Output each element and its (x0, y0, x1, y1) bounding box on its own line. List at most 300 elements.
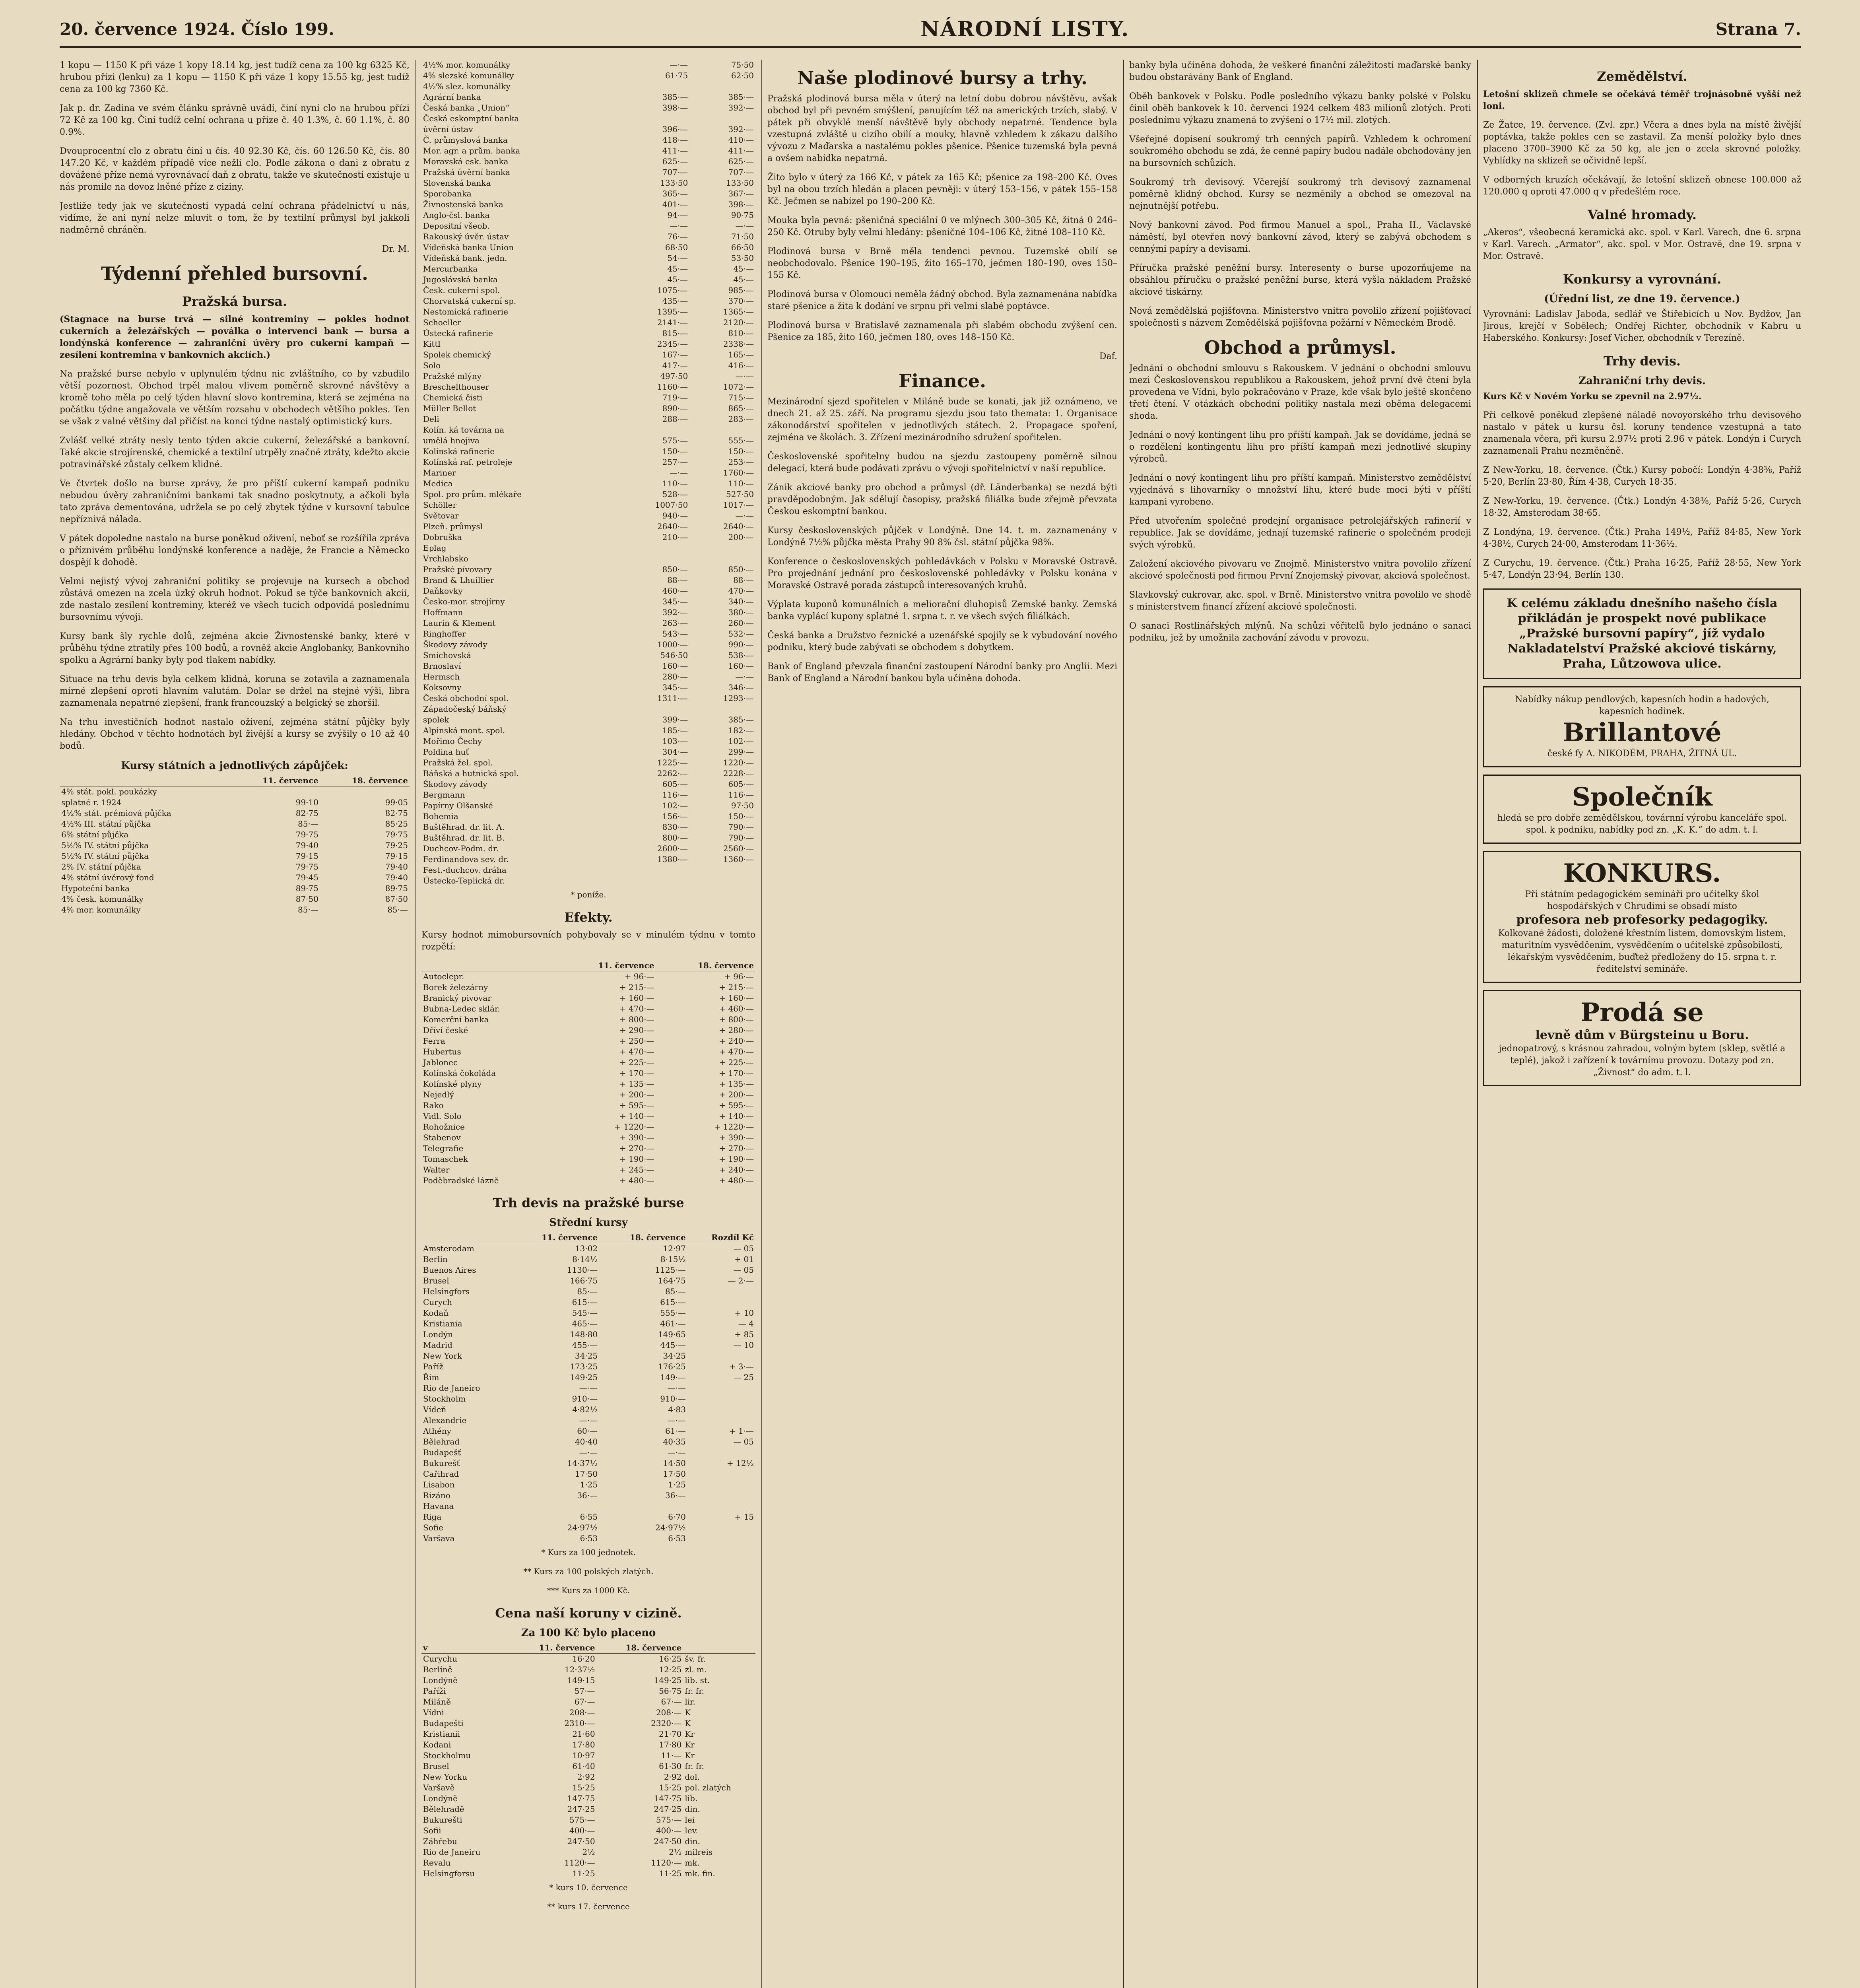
table-cell (689, 865, 755, 876)
paragraph: Plodinová bursa v Olomouci neměla žádný obchod. Byla zaznamenána nabídka staré pšenice a žita k dodání ve srpnu při velmi slabé poptávce. (767, 289, 1117, 311)
table-cell: + 140·— (619, 1111, 654, 1121)
table-cell (687, 1415, 755, 1426)
house-sale-ad (1483, 990, 1801, 1086)
table-cell: Plzeň. průmysl (423, 522, 483, 531)
agriculture-lead: Letošní sklizeň chmele se očekává téměř trojnásobně vyšší než loni. (1483, 89, 1801, 111)
table-row (421, 1836, 755, 1847)
table-cell: 4% slezské komunálky (423, 71, 514, 80)
table-row (421, 1437, 755, 1447)
table-cell: + 225·— (719, 1058, 754, 1067)
table-cell: + 595·— (719, 1101, 754, 1110)
table-cell: —·— (735, 672, 754, 681)
table-cell (320, 786, 410, 798)
table-cell (689, 425, 755, 435)
table-cell: 15·25 (659, 1783, 682, 1792)
table-row (60, 872, 410, 883)
table-cell: Záhřebu (423, 1837, 457, 1846)
prague-bourse-subtitle: Pražská bursa. (182, 294, 287, 309)
paragraph: Kursy bank šly rychle dolů, zejména akcie Živnostenské banky, které v průběhu týdne ztratily přes 100 bodů, a rovněž akcie Anglobanky, Bankovního spolku a Agrární banky byly pod tlakem nabídky. (60, 631, 410, 665)
table-cell: + 270·— (619, 1143, 654, 1153)
table-cell: Vídni (423, 1708, 444, 1717)
table-row (421, 757, 755, 768)
paragraph: Jak p. dr. Zadina ve svém článku správně uvádí, činí nyní clo na hrubou přízi 72 Kč za 100 kg. Činí tudíž celní ochrana u příze č. 40 1.3%, č. 60 1.1%, č. 80 0.9%. (60, 103, 410, 137)
table-cell: 4% mor. komunálky (61, 905, 141, 914)
table-cell: 247·50 (567, 1837, 595, 1846)
table-cell: 2·92 (577, 1772, 595, 1782)
table-cell: 133·50 (660, 178, 688, 188)
table-header (60, 775, 231, 786)
table-cell: 79·40 (385, 873, 408, 882)
table-cell: Sofii (423, 1826, 441, 1835)
ad-headline: Prodá se (1580, 998, 1704, 1027)
table-row (60, 819, 410, 829)
table-cell: 605·— (662, 779, 688, 789)
table-cell: 67·— (661, 1697, 682, 1706)
table-cell: Brand & Lhuillier (423, 575, 494, 585)
agriculture-title: Zemědělství. (1597, 69, 1687, 84)
table-header-row (421, 1232, 755, 1243)
table-cell: Nestomická rafinerie (423, 307, 508, 316)
table-cell: lei (685, 1815, 695, 1825)
table-header-row (421, 1642, 755, 1654)
crown-footnote: * kurs 10. července (549, 1883, 628, 1892)
table-cell: 497·50 (660, 371, 688, 381)
table-cell: 45·— (733, 264, 754, 274)
table-cell: 1225·— (657, 758, 688, 767)
table-row (421, 1276, 755, 1286)
table-cell: 247·25 (654, 1804, 682, 1814)
table-row (421, 1025, 755, 1036)
table-cell: 615·— (572, 1297, 598, 1307)
table-cell: 36·— (665, 1491, 686, 1500)
table-cell (689, 113, 755, 124)
table-cell: 340·— (728, 597, 754, 606)
table-cell: Helsingfors (423, 1287, 470, 1296)
table-row (421, 81, 755, 92)
table-cell: Helsingforsu (423, 1869, 475, 1878)
table-cell: 149·25 (570, 1373, 598, 1382)
table-cell: Kodaň (423, 1308, 449, 1318)
table-cell: Řím (423, 1373, 439, 1382)
crown-subtitle: Za 100 Kč bylo placeno (521, 1627, 656, 1639)
ad-headline: Brillantové (1563, 718, 1722, 747)
table-cell: Jugoslávská banka (423, 275, 498, 284)
masthead-title: NÁRODNÍ LISTY. (920, 17, 1130, 41)
table-row (421, 790, 755, 800)
paragraph: Z Londýna, 19. července. (Čtk.) Praha 149½, Paříž 84·85, New York 4·38½, Curych 24·00, Amsterodam 11·36½. (1483, 527, 1801, 549)
table-cell: 1000·— (657, 640, 688, 649)
table-row (421, 1089, 755, 1100)
table-cell: —·— (579, 1415, 598, 1425)
table-row (421, 511, 755, 521)
table-row (421, 1847, 755, 1858)
table-cell: Spolek chemický (423, 350, 491, 359)
table-cell: + 1220·— (614, 1122, 654, 1132)
table-cell: Bergmann (423, 790, 465, 800)
table-row (421, 1318, 755, 1329)
table-row (421, 1351, 755, 1361)
table-row (421, 1361, 755, 1372)
table-cell: 1120·— (651, 1858, 682, 1868)
table-row (421, 629, 755, 639)
table-row (421, 210, 755, 221)
table-cell: Rako (423, 1101, 444, 1110)
paragraph: Oběh bankovek v Polsku. Podle posledního výkazu banky polské v Polsku činil oběh bankovek k 10. červenci 1924 celkem 483 milionů zlotých. Proti poslednímu výkazu znamená to zvýšení o 17½ mil. zlotých. (1129, 91, 1471, 125)
table-cell: 810·— (728, 328, 754, 338)
table-cell: Kr (685, 1751, 695, 1760)
table-cell: 1·25 (580, 1480, 598, 1489)
table-cell: 10·97 (572, 1751, 595, 1760)
table-cell: 150·— (728, 447, 754, 456)
devis-subtitle: Střední kursy (549, 1217, 628, 1229)
table-cell: 79·75 (295, 862, 318, 872)
devis-market-title: Trh devis na pražské burse (493, 1195, 684, 1210)
table-cell: 2141·— (657, 318, 688, 327)
table-row (421, 596, 755, 607)
table-cell: + 250·— (619, 1036, 654, 1046)
paragraph: Soukromý trh devisový. Včerejší soukromý trh devisový zaznamenal poměrně klidný obchod. Kursy se nezměnily a obchod se omezoval na nejnutnější potřebu. (1129, 177, 1471, 211)
table-cell: Chorvatská cukerní sp. (423, 296, 516, 306)
table-cell: 1120·— (564, 1858, 595, 1868)
table-cell: lir. (685, 1697, 695, 1706)
table-cell: 149·25 (654, 1675, 682, 1685)
paragraph: Jednání o obchodní smlouvu s Rakouskem. V jednání o obchodní smlouvu mezi Československou republikou a Rakouskem, jehož první dvě čtení byla provedena ve Vídni, bylo pokračováno v Praze, kde však bylo ještě skončeno třetí čtení. V otázkách obchodní politiky nastala mezi oběma delegacemi shoda. (1129, 363, 1471, 421)
table-cell: 116·— (728, 790, 754, 800)
table-row (421, 661, 755, 672)
table-cell (619, 425, 689, 435)
table-cell: 45·— (667, 275, 688, 284)
table-cell: + 96·— (624, 972, 654, 981)
table-cell: 2310·— (564, 1718, 595, 1728)
column-4 (1129, 60, 1471, 1988)
table-cell: 4·82½ (572, 1405, 598, 1414)
table-cell: 40·35 (663, 1437, 686, 1446)
table-cell: 299·— (728, 747, 754, 757)
table-cell: 460·— (662, 586, 688, 596)
table-cell: 416·— (728, 361, 754, 370)
table-cell: 164·75 (658, 1276, 686, 1285)
table-row (421, 1100, 755, 1111)
table-cell: — 4 (738, 1319, 754, 1328)
table-cell: 148·80 (570, 1330, 598, 1339)
paragraph: Dvouprocentní clo z obratu činí u čís. 40 92.30 Kč, čís. 60 126.50 Kč, čís. 80 147.20 Kč, v každém případě více nežli clo. Podle zákona o dani z obratu z dovážené příze nemá vyrovnávací daň z obratu, takže ve skutečnosti existuje u nás promile na dovoz lněné příze z ciziny. (60, 146, 410, 192)
notice-line: K celému základu dnešního našeho čísla přikládán je prospekt nové publikace (1507, 596, 1778, 625)
table-cell: 210·— (662, 532, 688, 542)
table-cell: 1311·— (657, 693, 688, 703)
table-row (421, 156, 755, 167)
table-cell: 17·50 (575, 1469, 598, 1479)
table-cell: 79·40 (385, 862, 408, 872)
table-row (421, 1858, 755, 1868)
table-cell: 418·— (662, 135, 688, 145)
paragraph: Konference o československých pohledávkách v Polsku v Moravské Ostravě. Pro projednání jednání pro československé pohledávky v Polsku konána v Moravské Ostravě porada zástupců interesovaných kruhů. (767, 557, 1117, 590)
notice-line: „Pražské bursovní papíry“, jíž vydalo Nakladatelství Pražské akciové tiskárny, Praha, Lůtzowova ulice. (1507, 627, 1777, 671)
table-cell: + 215·— (719, 982, 754, 992)
table-cell: 1160·— (657, 382, 688, 392)
table-cell: 575·— (656, 1815, 682, 1825)
table-row (421, 1825, 755, 1836)
table-row (421, 1057, 755, 1068)
table-cell: fr. fr. (685, 1761, 704, 1771)
table-cell: 79·75 (385, 830, 408, 839)
column-5 (1483, 60, 1801, 1988)
table-cell: 79·25 (385, 841, 408, 850)
table-cell: 2½ (582, 1847, 595, 1857)
table-cell: 719·— (662, 393, 688, 402)
table-cell: Dříví české (423, 1025, 468, 1035)
table-row (421, 349, 755, 360)
paragraph: Bank of England převzala finanční zastoupení Národní banky pro Anglii. Mezi Bank of England a Národní bankou byla učiněna dohoda. (767, 662, 1117, 683)
stocks-footnote: * poníže. (571, 890, 606, 899)
column-1 (60, 60, 410, 1988)
loans-table (60, 775, 410, 915)
table-cell: 2320·— (651, 1718, 682, 1728)
table-cell: 990·— (728, 640, 754, 649)
devis-table (421, 1232, 755, 1544)
table-cell: Dobruška (423, 532, 462, 542)
table-cell (687, 1383, 755, 1394)
table-cell: 8·15½ (660, 1254, 686, 1264)
table-cell: 149·65 (658, 1330, 686, 1339)
table-row (421, 468, 755, 478)
table-cell: Hypoteční banka (61, 883, 130, 893)
table-row (421, 317, 755, 328)
table-cell: 15·25 (572, 1783, 595, 1792)
paragraph: V odborných kruzích očekávají, že letošní sklizeň obnese 100.000 až 120.000 q oproti 47.000 q v předešlém roce. (1483, 175, 1801, 197)
table-row (421, 296, 755, 307)
table-cell: K (685, 1718, 691, 1728)
table-row (60, 808, 410, 819)
table-row (421, 478, 755, 489)
table-cell (689, 704, 755, 714)
table-row (421, 1740, 755, 1750)
table-cell: —·— (669, 468, 688, 478)
table-header: Rozdíl Kč (687, 1232, 755, 1243)
table-cell: 625·— (728, 157, 754, 166)
crown-footnote: ** kurs 17. července (547, 1902, 630, 1911)
table-cell: Deli (423, 414, 439, 424)
table-cell: Papírny Olšanské (423, 801, 493, 810)
table-cell: 79·75 (295, 830, 318, 839)
table-cell: Buštěhrad. dr. lit. B. (423, 833, 505, 843)
table-cell: 790·— (728, 833, 754, 843)
table-row (421, 103, 755, 113)
table-row (421, 371, 755, 382)
table-cell: Medica (423, 479, 453, 488)
loans-table-title: Kursy státních a jednotlivých zápůjček: (121, 760, 348, 772)
table-row (421, 971, 755, 982)
table-cell: lev. (685, 1826, 698, 1835)
table-cell: Curychu (423, 1654, 458, 1664)
article-lead: (Stagnace na burse trvá — silné kontreminy — pokles hodnot cukerních a železářských — poválka o intervenci bank — bursa a londýnská konference — zahraniční úvěry pro cukerní kampaň — zesílení kontremina v bankovních akciích.) (60, 314, 410, 360)
table-cell: 263·— (662, 618, 688, 628)
table-cell: 17·80 (659, 1740, 682, 1749)
table-cell: + 1·— (729, 1426, 754, 1436)
finance-title: Finance. (898, 370, 986, 392)
table-row (60, 862, 410, 872)
table-cell: Kolínské plyny (423, 1079, 482, 1089)
column-rule (1123, 60, 1124, 1988)
paragraph: Zvlášť velké ztráty nesly tento týden akcie cukerní, železářské a bankovní. Také akcie strojírenské, chemické a textilní utrpěly značné ztráty, kdežto akcie potravinářské zůstaly celkem klidné. (60, 436, 410, 470)
table-row (421, 768, 755, 779)
table-row (421, 1372, 755, 1383)
table-cell: 1072·— (723, 382, 754, 392)
table-row (421, 414, 755, 425)
paragraph: Z Curychu, 19. července. (Čtk.) Praha 16·25, Paříž 28·55, New York 5·47, Londýn 23·94, Berlín 130. (1483, 558, 1801, 580)
table-cell: 11·25 (572, 1869, 595, 1878)
table-cell: 85·— (298, 905, 318, 914)
table-row (421, 618, 755, 629)
table-cell: Miláně (423, 1697, 451, 1706)
effects-title: Efekty. (564, 910, 613, 925)
table-cell: Kolínská rafinerie (423, 447, 495, 456)
table-cell: 176·25 (658, 1362, 686, 1371)
table-cell: + 190·— (619, 1154, 654, 1164)
table-cell: + 10 (734, 1308, 754, 1318)
table-cell: 79·45 (295, 873, 318, 882)
table-cell: Sofie (423, 1523, 443, 1532)
column-rule (761, 60, 762, 1988)
table-cell: 40·40 (575, 1437, 598, 1446)
table-cell: 392·— (728, 103, 754, 113)
table-row (421, 253, 755, 264)
table-cell: Paříž (423, 1362, 443, 1371)
devis-footnote: *** Kurs za 1000 Kč. (547, 1586, 630, 1595)
paragraph: Založení akciového pivovaru ve Znojmě. Ministerstvo vnitra povolilo zřízení akciové společnosti pod firmou První Znojemský pivovar, akciová společnost. (1129, 559, 1471, 581)
table-cell (687, 1394, 755, 1404)
table-cell: 910·— (572, 1394, 598, 1404)
table-cell: 6·70 (668, 1512, 686, 1522)
table-cell (689, 81, 755, 92)
table-cell: 89·75 (385, 883, 408, 893)
table-cell: Hubertus (423, 1047, 461, 1056)
table-header: v (421, 1642, 510, 1654)
table-cell: Duchcov-Podm. dr. (423, 844, 499, 853)
table-cell: Smíchovská (423, 650, 471, 660)
table-cell: + 190·— (719, 1154, 754, 1164)
table-cell: Anglo-čsl. banka (423, 210, 490, 220)
table-cell: 257·— (662, 457, 688, 467)
table-cell (687, 1533, 755, 1544)
table-cell: 1293·— (723, 693, 754, 703)
table-row (60, 840, 410, 851)
paragraph: Nový bankovní závod. Pod firmou Manuel a spol., Praha II., Václavské náměstí, byl otevřen nový bankovní závod, který se zabývá obchodem s cennými papíry a devisami. (1129, 220, 1471, 254)
paragraph: Ve čtvrtek došlo na burse zprávy, že pro příští cukerní kampaň podniku nebudou úvěry zahraničními bankami tak snadno poskytnuty, a ačkoli byla tato zpráva dementována, udržela se po celý zbytek týdne v kursovní tabulce nepříznivá nálada. (60, 479, 410, 524)
table-row (421, 822, 755, 833)
table-cell: + 390·— (719, 1133, 754, 1142)
table-row (421, 1469, 755, 1479)
table-cell: + 240·— (719, 1036, 754, 1046)
table-cell: 715·— (728, 393, 754, 402)
table-cell: Depositní všeob. (423, 221, 490, 231)
table-cell: 1130·— (567, 1265, 598, 1275)
column-3 (767, 60, 1117, 1988)
table-cell: 605·— (728, 779, 754, 789)
table-row (421, 1426, 755, 1437)
table-row (421, 339, 755, 349)
table-cell: Ústecko-Teplická dr. (423, 876, 505, 885)
table-cell: fr. fr. (685, 1686, 704, 1696)
table-cell: 66·50 (731, 243, 754, 252)
table-cell: 385·— (728, 92, 754, 102)
table-cell: 17·80 (572, 1740, 595, 1749)
table-cell: 6·55 (580, 1512, 598, 1522)
table-cell: 345·— (662, 683, 688, 692)
table-header (421, 1232, 511, 1243)
table-row (421, 833, 755, 843)
table-cell: 790·— (728, 822, 754, 832)
table-cell: Česká eskomptní banka (423, 114, 519, 123)
paragraph: Žito bylo v úterý za 166 Kč, v pátek za 165 Kč; pšenice za 198–200 Kč. Oves byl na obou trzích hledán a placen pevněji: v úterý 153–156, v pátek 155–158 Kč. Ječmen se nabízel po 190–200 Kč. (767, 173, 1117, 206)
table-cell: 82·75 (295, 808, 318, 818)
table-row (60, 797, 410, 808)
table-row (421, 1447, 755, 1458)
table-cell: —·— (579, 1448, 598, 1457)
table-cell: 89·75 (295, 883, 318, 893)
table-row (421, 360, 755, 371)
table-cell: 247·50 (654, 1837, 682, 1846)
table-cell: 34·25 (575, 1351, 598, 1361)
table-cell: Sporobanka (423, 189, 472, 198)
table-cell: spolek (423, 715, 449, 724)
table-cell: umělá hnojiva (423, 436, 480, 445)
table-row (421, 1479, 755, 1490)
table-cell: 85·25 (385, 819, 408, 829)
table-cell: + 270·— (719, 1143, 754, 1153)
table-cell (687, 1351, 755, 1361)
table-cell: New York (423, 1351, 462, 1361)
table-cell: Škodovy závody (423, 779, 487, 789)
table-cell: 99·10 (295, 798, 318, 807)
table-cell: din. (685, 1837, 700, 1846)
paragraph: Zánik akciové banky pro obchod a průmysl (dř. Länderbanka) se nezdá býti pravděpodobným. Jak sdělují časopisy, pražská filiálka bude zřejmě převzata Českou eskomptní bankou. (767, 483, 1117, 516)
paragraph: Pražská plodinová bursa měla v úterý na letní dobu dobrou návštěvu, avšak obchod byl při pevném smýšlení, panujícím též na amerických trzích, slabý. V pátek při obvyklé menší návštěvě byly obchody nepatrné. Tendence byla vzestupná zvláště u cizího obilí a mouky, hlavně vzhledem k zákazu dalšího vývozu z Maďarska a nastalému pokles pšenice. Pšenice tuzemská byla pevná a ovšem nabídka nepatrná. (767, 94, 1117, 163)
table-cell: 4½% stát. prémiová půjčka (61, 808, 171, 818)
table-cell: 380·— (728, 608, 754, 617)
table-cell: 910·— (660, 1394, 686, 1404)
table-cell: Bohemia (423, 812, 458, 821)
table-header (421, 960, 556, 971)
table-cell: + 595·— (619, 1101, 654, 1110)
table-cell: 85·— (387, 905, 408, 914)
table-cell: 4% stát. pokl. poukázky (61, 787, 157, 796)
table-row (421, 1143, 755, 1154)
table-cell: + 480·— (719, 1176, 754, 1185)
table-cell: 208·— (569, 1708, 595, 1717)
table-row (421, 264, 755, 274)
table-row (421, 1654, 755, 1665)
table-row (421, 1750, 755, 1761)
table-cell: 392·— (728, 124, 754, 134)
ad-subheadline: levně dům v Bürgsteinu u Boru. (1535, 1028, 1749, 1042)
table-cell: Riga (423, 1512, 442, 1522)
table-cell: Müller Bellot (423, 404, 476, 413)
table-cell: Vidl. Solo (423, 1111, 462, 1121)
table-row (421, 1394, 755, 1404)
effects-table (421, 960, 755, 1186)
table-cell: 410·— (728, 135, 754, 145)
table-cell (619, 553, 689, 564)
table-cell: Rohožnice (423, 1122, 465, 1132)
table-cell: 546·50 (660, 650, 688, 660)
table-cell: + 200·— (619, 1090, 654, 1099)
table-row (421, 1707, 755, 1718)
table-cell: 400·— (569, 1826, 595, 1835)
table-cell: 543·— (662, 629, 688, 639)
table-cell (687, 1404, 755, 1415)
table-cell: —·— (667, 1415, 686, 1425)
table-cell: 392·— (662, 608, 688, 617)
